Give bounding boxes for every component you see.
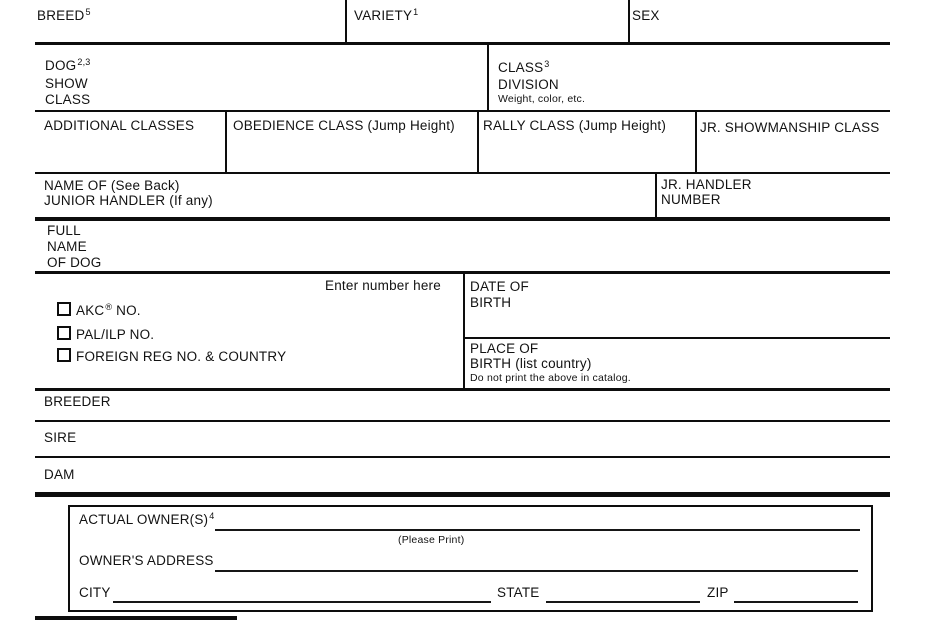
junior-handler-label-line2: JUNIOR HANDLER (If any) xyxy=(44,193,213,208)
sire-label: SIRE xyxy=(44,430,77,445)
dog-show-class-label-line2: SHOW xyxy=(45,76,88,91)
place-of-birth-note: Do not print the above in catalog. xyxy=(470,372,631,384)
class-division-label-line1 xyxy=(498,60,550,77)
full-name-label-line1: FULL xyxy=(47,223,81,238)
divider-row3-bottom xyxy=(35,172,890,174)
jr-handler-number-label-line1: JR. HANDLER xyxy=(661,177,752,192)
registered-mark-icon: ® xyxy=(105,302,113,312)
owner-info-box xyxy=(68,505,873,612)
dog-text: DOG xyxy=(45,58,77,73)
divider-row6 xyxy=(463,274,465,388)
next-section-header-bar xyxy=(35,616,237,620)
actual-owners-footnote: 4 xyxy=(209,511,215,521)
divider-row4-bottom-thick xyxy=(35,217,890,221)
breed-footnote: 5 xyxy=(85,7,91,17)
state-field-line[interactable] xyxy=(546,601,700,603)
zip-label: ZIP xyxy=(707,585,729,600)
please-print-hint: (Please Print) xyxy=(398,534,465,546)
dam-label: DAM xyxy=(44,467,75,482)
actual-owners-text: ACTUAL OWNER(S) xyxy=(79,512,209,527)
divider-dam-bottom-thick xyxy=(35,492,890,497)
divider-row3-b xyxy=(477,112,479,172)
divider-date-place xyxy=(463,337,890,339)
city-label: CITY xyxy=(79,585,111,600)
divider-breeder-bottom xyxy=(35,420,890,422)
divider-row4 xyxy=(655,174,657,217)
city-field-line[interactable] xyxy=(113,601,491,603)
class-division-label-line2: DIVISION xyxy=(498,77,559,92)
divider-breed-variety xyxy=(345,0,347,42)
actual-owners-field-line[interactable] xyxy=(215,529,860,531)
class-text: CLASS xyxy=(498,60,544,75)
owners-address-label: OWNER'S ADDRESS xyxy=(79,553,214,568)
enter-number-hint: Enter number here xyxy=(325,278,441,293)
date-of-birth-label-line1: DATE OF xyxy=(470,279,529,294)
divider-row2-bottom xyxy=(35,110,890,112)
dog-footnote: 2,3 xyxy=(77,57,91,67)
jr-showmanship-class-label: JR. SHOWMANSHIP CLASS xyxy=(700,120,880,135)
state-label: STATE xyxy=(497,585,540,600)
divider-row2 xyxy=(487,45,489,110)
divider-row3-a xyxy=(225,112,227,172)
place-of-birth-label-line1: PLACE OF xyxy=(470,341,539,356)
akc-no-checkbox[interactable] xyxy=(57,302,71,316)
divider-row1-bottom xyxy=(35,42,890,45)
class-footnote: 3 xyxy=(544,59,550,69)
date-of-birth-label-line2: BIRTH xyxy=(470,295,512,310)
akc-no-text: NO. xyxy=(112,303,141,318)
full-name-label-line2: NAME xyxy=(47,239,87,254)
full-name-label-line3: OF DOG xyxy=(47,255,102,270)
dog-show-class-label-line3: CLASS xyxy=(45,92,91,107)
junior-handler-label-line1: NAME OF (See Back) xyxy=(44,178,180,193)
divider-variety-sex xyxy=(628,0,630,42)
owners-address-field-line[interactable] xyxy=(215,570,858,572)
breed-label xyxy=(37,8,91,25)
place-of-birth-label-line2: BIRTH (list country) xyxy=(470,356,592,371)
variety-footnote: 1 xyxy=(413,7,419,17)
foreign-reg-checkbox[interactable] xyxy=(57,348,71,362)
actual-owners-label xyxy=(79,512,214,529)
breeder-label: BREEDER xyxy=(44,394,111,409)
rally-class-label: RALLY CLASS (Jump Height) xyxy=(483,118,667,133)
variety-text: VARIETY xyxy=(354,8,413,23)
divider-sire-bottom xyxy=(35,456,890,458)
divider-row6-bottom-thick xyxy=(35,388,890,391)
pal-ilp-checkbox[interactable] xyxy=(57,326,71,340)
class-division-note: Weight, color, etc. xyxy=(498,93,586,105)
variety-label xyxy=(354,8,418,25)
divider-row3-c xyxy=(695,112,697,172)
jr-handler-number-label-line2: NUMBER xyxy=(661,192,721,207)
sex-label: SEX xyxy=(632,8,660,23)
zip-field-line[interactable] xyxy=(734,601,858,603)
obedience-class-label: OBEDIENCE CLASS (Jump Height) xyxy=(233,118,455,133)
pal-ilp-label: PAL/ILP NO. xyxy=(76,327,155,342)
akc-no-label xyxy=(76,303,141,320)
dog-show-class-label-line1 xyxy=(45,58,90,75)
foreign-reg-label: FOREIGN REG NO. & COUNTRY xyxy=(76,349,287,364)
additional-classes-label: ADDITIONAL CLASSES xyxy=(44,118,195,133)
akc-text: AKC xyxy=(76,303,105,318)
breed-text: BREED xyxy=(37,8,85,23)
